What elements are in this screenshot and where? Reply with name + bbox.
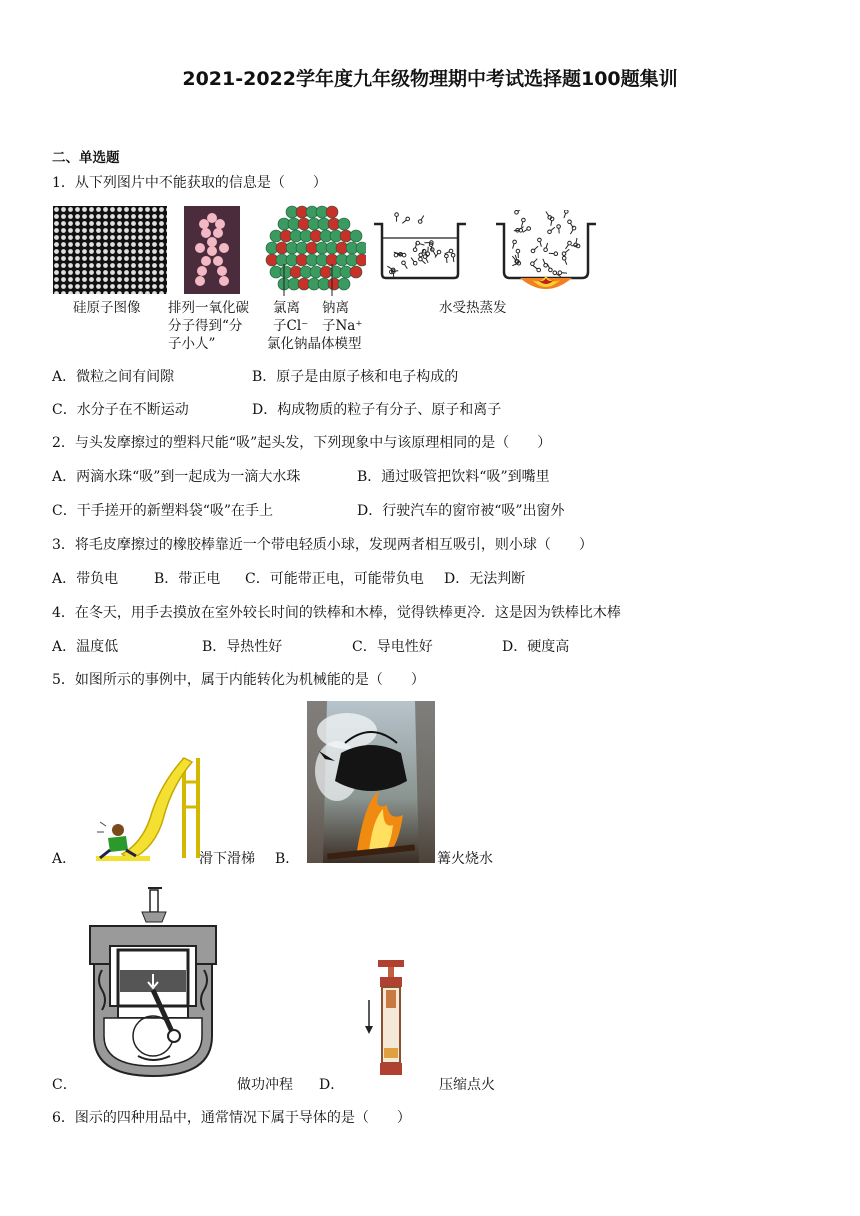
q2-stem: 2．与头发摩擦过的塑料尺能“吸”起头发，下列现象中与该原理相同的是（ ） <box>52 435 552 451</box>
q5-label-b: B． <box>275 851 300 867</box>
q5-caption-a: 滑下滑梯 <box>199 851 255 867</box>
q5-caption-d: 压缩点火 <box>439 1077 495 1093</box>
q5-label-a: A． <box>52 851 77 867</box>
campfire-kettle-image <box>307 701 435 863</box>
engine-power-stroke-diagram <box>78 886 228 1078</box>
caption-na-line2: 子Na⁺ <box>322 318 363 334</box>
q1-option-d: D．构成物质的粒子有分子、原子和离子 <box>252 402 502 418</box>
q3-option-d: D．无法判断 <box>444 571 526 587</box>
q1-stem: 1．从下列图片中不能获取的信息是（ ） <box>52 175 327 191</box>
q3-option-c: C．可能带正电，可能带负电 <box>245 571 424 587</box>
caption-silicon: 硅原子图像 <box>73 300 141 316</box>
q2-option-c: C．干手搓开的新塑料袋“吸”在手上 <box>52 503 274 519</box>
caption-co-line2: 分子得到“分 <box>168 318 243 334</box>
q5-caption-b: 篝火烧水 <box>437 851 493 867</box>
q1-option-b: B．原子是由原子核和电子构成的 <box>252 369 459 385</box>
q2-option-a: A．两滴水珠“吸”到一起成为一滴大水珠 <box>52 469 301 485</box>
section-heading: 二、单选题 <box>52 150 120 166</box>
caption-co-line3: 子小人” <box>168 336 216 352</box>
nacl-crystal-model <box>262 204 366 296</box>
caption-cl-line2: 子Cl⁻ <box>273 318 309 334</box>
q1-option-c: C．水分子在不断运动 <box>52 402 189 418</box>
q3-option-b: B．带正电 <box>154 571 221 587</box>
q1-option-a: A．微粒之间有间隙 <box>52 369 175 385</box>
q5-label-d: D． <box>319 1077 345 1093</box>
q5-caption-c: 做功冲程 <box>237 1077 293 1093</box>
caption-nacl: 氯化钠晶体模型 <box>267 336 362 352</box>
q5-label-c: C． <box>52 1077 77 1093</box>
q2-option-d: D．行驶汽车的窗帘被“吸”出窗外 <box>357 503 565 519</box>
caption-co-line1: 排列一氧化碳 <box>168 300 249 316</box>
slide-image <box>92 752 200 862</box>
q3-option-a: A．带负电 <box>52 571 119 587</box>
compression-ignition-image <box>360 958 410 1078</box>
q5-stem: 5．如图所示的事例中，属于内能转化为机械能的是（ ） <box>52 672 425 688</box>
caption-evaporation: 水受热蒸发 <box>439 300 507 316</box>
q4-option-b: B．导热性好 <box>202 639 283 655</box>
caption-cl-line1: 氯离 <box>273 300 300 316</box>
water-beaker-icon <box>370 210 470 282</box>
q2-option-b: B．通过吸管把饮料“吸”到嘴里 <box>357 469 550 485</box>
q4-option-c: C．导电性好 <box>352 639 433 655</box>
co-molecule-image <box>184 206 240 294</box>
caption-na-line1: 钠离 <box>322 300 349 316</box>
q3-stem: 3．将毛皮摩擦过的橡胶棒靠近一个带电轻质小球，发现两者相互吸引，则小球（ ） <box>52 537 593 553</box>
heated-beaker-icon <box>492 210 600 300</box>
q4-option-d: D．硬度高 <box>502 639 570 655</box>
document-title: 2021-2022学年度九年级物理期中考试选择题100题集训 <box>182 68 678 90</box>
silicon-atom-image <box>53 206 167 294</box>
q4-stem: 4．在冬天，用手去摸放在室外较长时间的铁棒和木棒，觉得铁棒更冷．这是因为铁棒比木棒 <box>52 605 621 621</box>
q4-option-a: A．温度低 <box>52 639 119 655</box>
q6-stem: 6．图示的四种用品中，通常情况下属于导体的是（ ） <box>52 1110 411 1126</box>
